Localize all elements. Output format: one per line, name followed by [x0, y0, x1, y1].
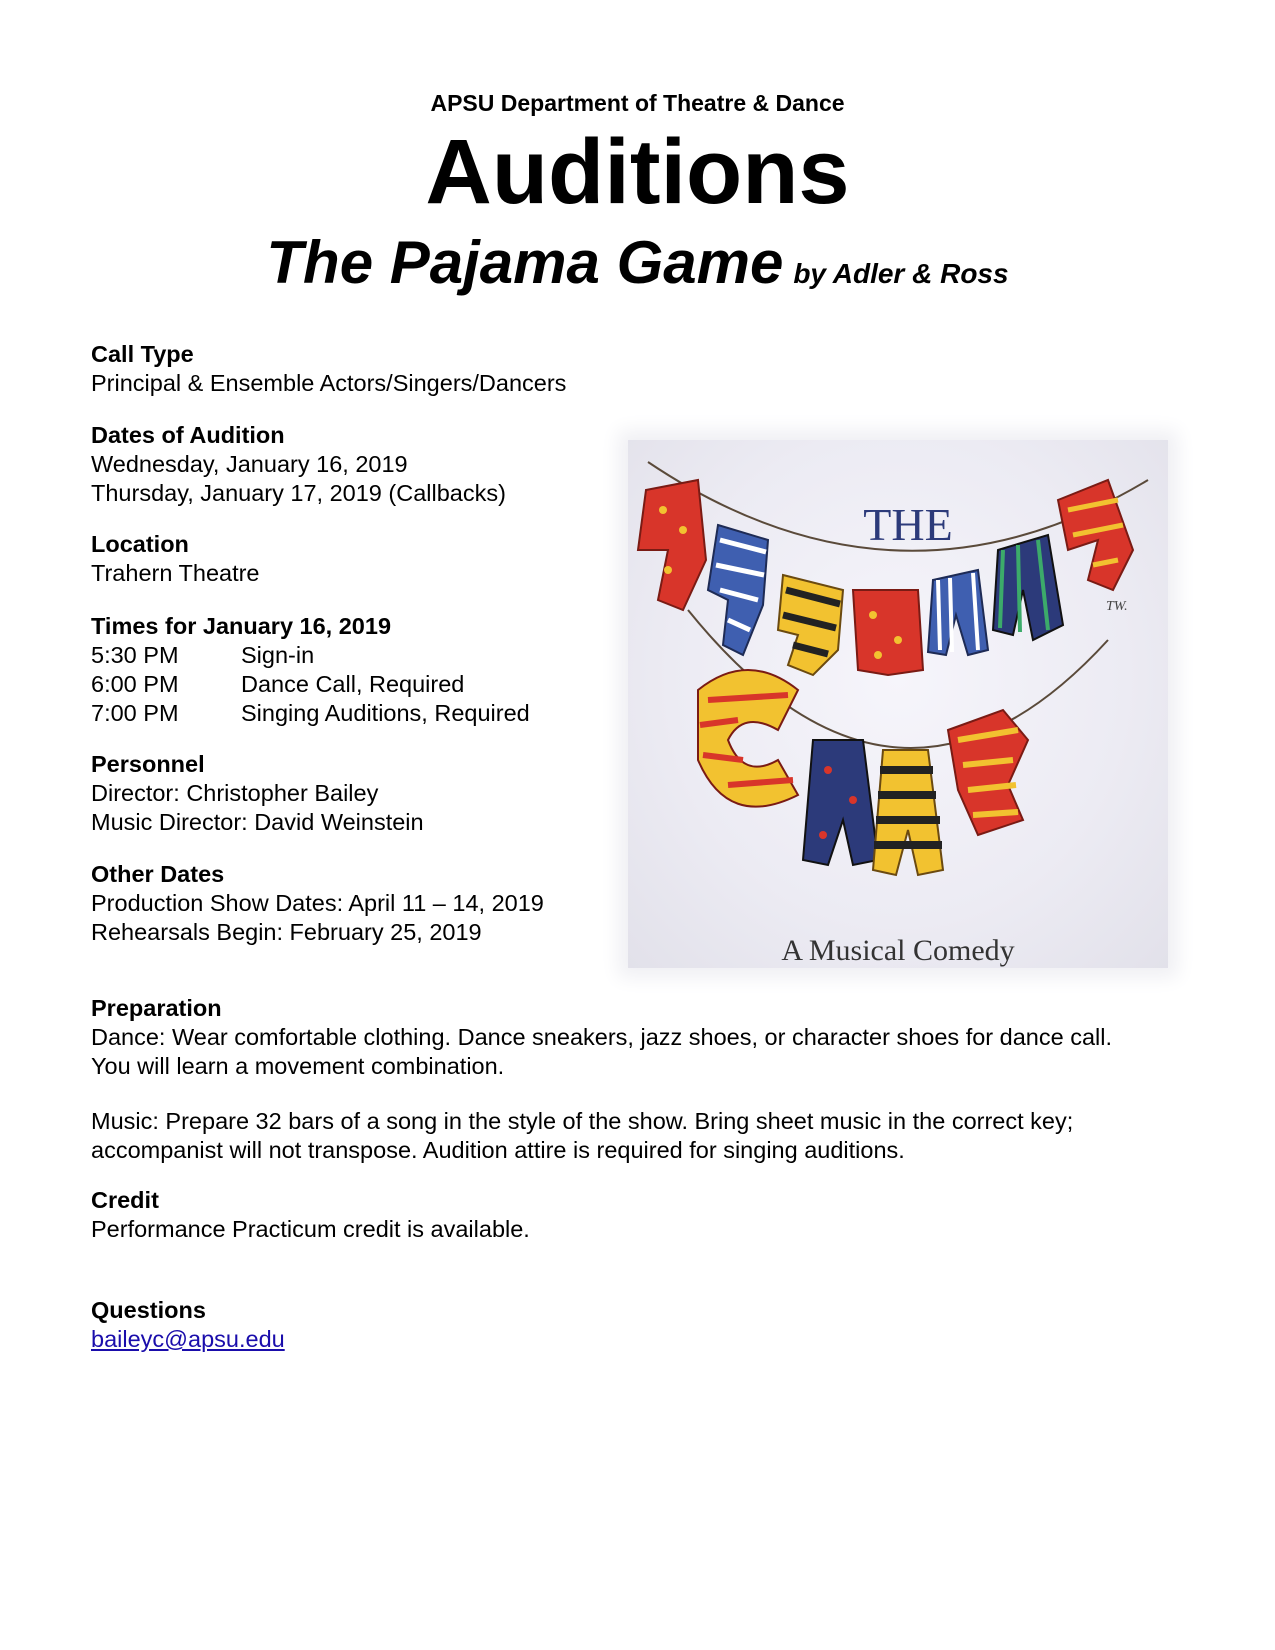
personnel-heading: Personnel: [91, 751, 205, 777]
show-byline: by Adler & Ross: [793, 258, 1009, 289]
call-type-text: Principal & Ensemble Actors/Singers/Dancers: [91, 370, 567, 396]
preparation-section: [91, 994, 1112, 1165]
date-line: Wednesday, January 16, 2019: [91, 451, 408, 477]
poster-the-text: THE: [863, 499, 953, 550]
show-title-line: [0, 228, 1275, 297]
personnel-section: [91, 750, 424, 837]
personnel-line: Music Director: David Weinstein: [91, 809, 424, 835]
questions-section: [91, 1296, 285, 1354]
show-poster-image: [628, 440, 1168, 968]
schedule-row: [91, 699, 530, 728]
location-heading: Location: [91, 531, 189, 557]
poster-subtitle: A Musical Comedy: [781, 934, 1015, 967]
date-line: Thursday, January 17, 2019 (Callbacks): [91, 480, 506, 506]
questions-heading: Questions: [91, 1297, 206, 1323]
schedule-time: 7:00 PM: [91, 700, 179, 726]
times-section: [91, 612, 530, 728]
schedule-time: 5:30 PM: [91, 642, 179, 668]
dance-prep-line: Dance: Wear comfortable clothing. Dance sneakers, jazz shoes, or character shoes for dance call.: [91, 1024, 1113, 1050]
credit-section: [91, 1186, 530, 1244]
personnel-line: Director: Christopher Bailey: [91, 780, 379, 806]
schedule-row: [91, 641, 530, 670]
times-heading: Times for January 16, 2019: [91, 613, 392, 639]
other-date-line: Rehearsals Begin: February 25, 2019: [91, 919, 482, 945]
other-dates-section: [91, 860, 544, 947]
poster-initials: TW.: [1106, 599, 1128, 614]
music-prep-line: Music: Prepare 32 bars of a song in the style of the show. Bring sheet music in the correct key;: [91, 1108, 1074, 1134]
credit-heading: Credit: [91, 1187, 159, 1213]
location-text: Trahern Theatre: [91, 560, 260, 586]
schedule-event: Singing Auditions, Required: [241, 700, 530, 726]
location-section: [91, 530, 260, 588]
schedule-time: 6:00 PM: [91, 671, 179, 697]
dance-prep-line: You will learn a movement combination.: [91, 1053, 505, 1079]
dates-section: [91, 421, 506, 508]
poster-artwork: [628, 440, 1168, 968]
game-letters: [698, 670, 1028, 875]
department-name: APSU Department of Theatre & Dance: [430, 90, 845, 116]
preparation-heading: Preparation: [91, 995, 222, 1021]
other-dates-heading: Other Dates: [91, 861, 225, 887]
show-title: The Pajama Game: [266, 229, 784, 296]
credit-text: Performance Practicum credit is available.: [91, 1216, 530, 1242]
contact-email-link[interactable]: baileyc@apsu.edu: [91, 1326, 285, 1352]
schedule-row: [91, 670, 530, 699]
call-type-heading: Call Type: [91, 341, 194, 367]
call-type-section: [91, 340, 566, 398]
schedule-event: Sign-in: [241, 642, 315, 668]
page-title: Auditions: [425, 121, 850, 223]
music-prep-line: accompanist will not transpose. Audition attire is required for singing auditions.: [91, 1137, 905, 1163]
other-date-line: Production Show Dates: April 11 – 14, 2019: [91, 890, 544, 916]
schedule-event: Dance Call, Required: [241, 671, 465, 697]
dates-heading: Dates of Audition: [91, 422, 285, 448]
